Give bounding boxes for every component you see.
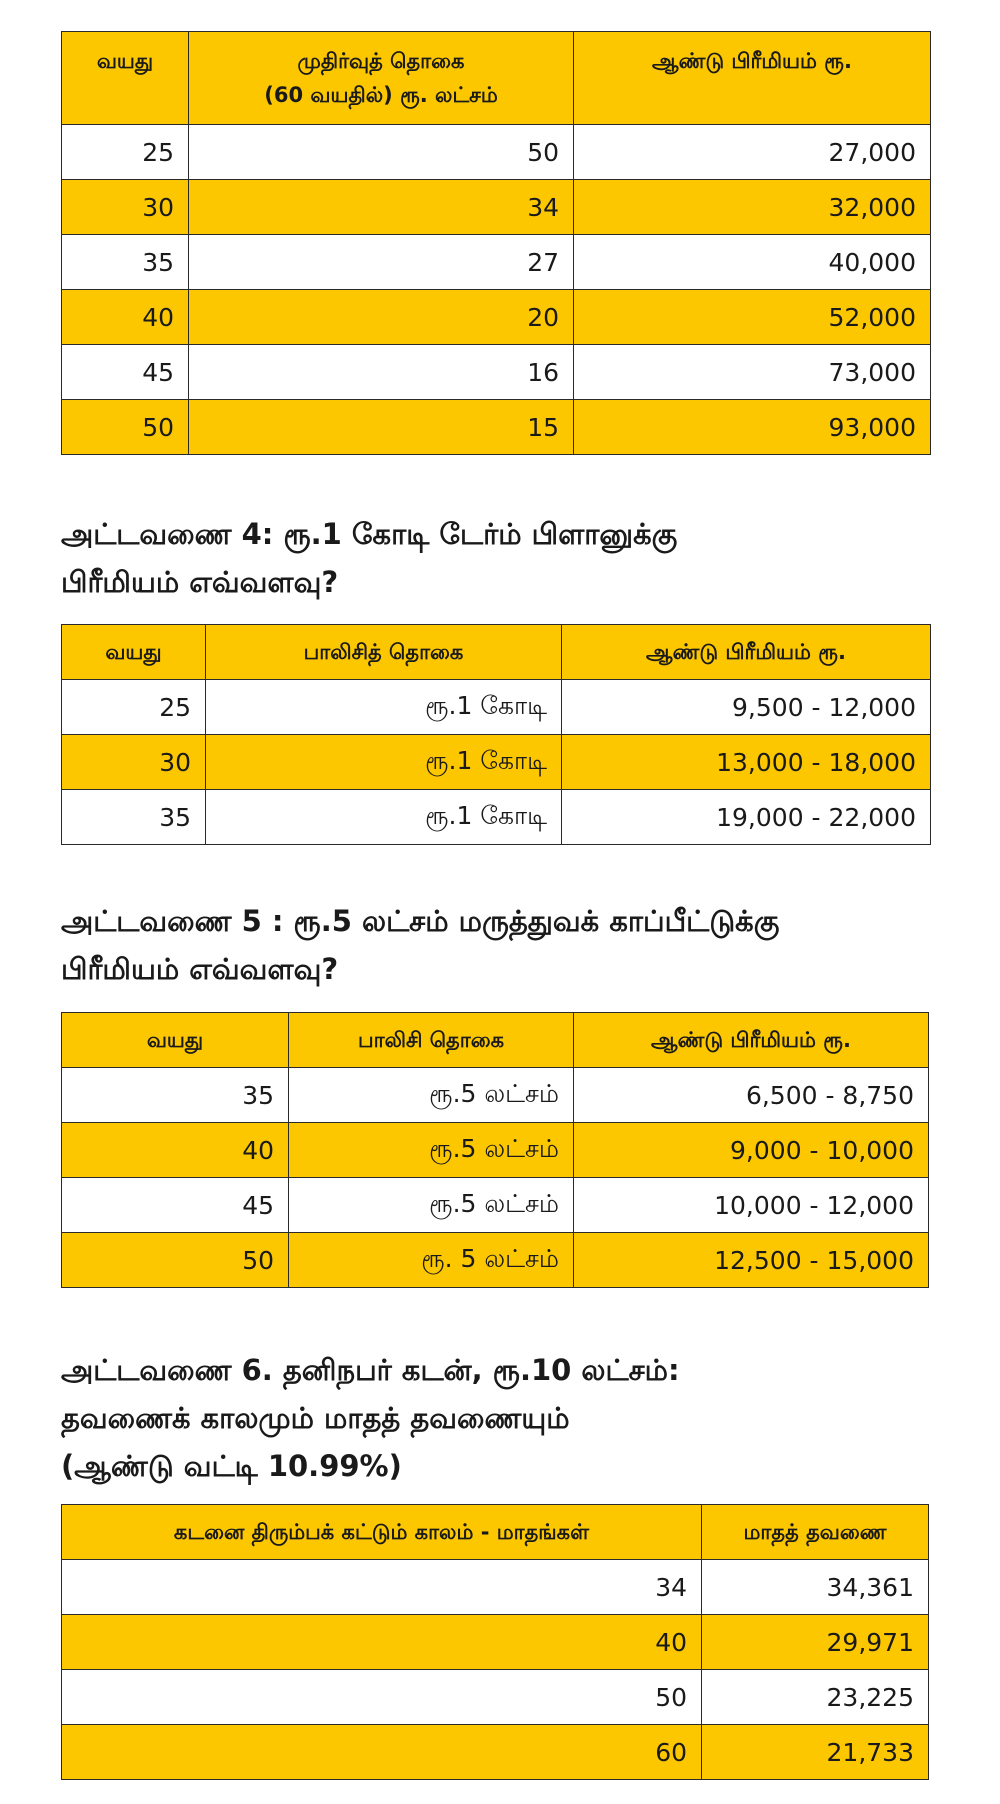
table-4-title — [61, 510, 677, 606]
header-maturity-line1: முதிர்வுத் தொகை — [297, 49, 465, 73]
cell-months: 60 — [62, 1725, 702, 1780]
header-annual-premium: ஆண்டு பிரீமியம் ரூ. — [574, 32, 931, 125]
header-policy-amount: பாலிசி தொகை — [289, 1013, 574, 1068]
header-maturity-amount — [189, 32, 574, 125]
table-row — [62, 1560, 929, 1615]
table-row — [62, 1670, 929, 1725]
table-row — [62, 735, 931, 790]
table-row — [62, 400, 931, 455]
table-6 — [61, 1504, 929, 1780]
cell-maturity: 34 — [189, 180, 574, 235]
cell-maturity: 15 — [189, 400, 574, 455]
cell-policy: ரூ.1 கோடி — [206, 680, 562, 735]
cell-maturity: 50 — [189, 125, 574, 180]
table-row — [62, 1233, 929, 1288]
cell-maturity: 16 — [189, 345, 574, 400]
table-row — [62, 790, 931, 845]
cell-maturity: 20 — [189, 290, 574, 345]
cell-age: 50 — [62, 1233, 289, 1288]
header-maturity-line2: (60 வயதில்) ரூ. லட்சம் — [264, 83, 498, 107]
table-6-title-line3: (ஆண்டு வட்டி 10.99%) — [61, 1449, 402, 1483]
cell-maturity: 27 — [189, 235, 574, 290]
cell-age: 25 — [62, 125, 189, 180]
table-5 — [61, 1012, 929, 1288]
cell-age: 30 — [62, 180, 189, 235]
cell-emi: 29,971 — [702, 1615, 929, 1670]
table-row — [62, 1068, 929, 1123]
cell-premium: 93,000 — [574, 400, 931, 455]
cell-age: 35 — [62, 1068, 289, 1123]
cell-premium: 9,000 - 10,000 — [574, 1123, 929, 1178]
header-repayment-period: கடனை திரும்பக் கட்டும் காலம் - மாதங்கள் — [62, 1505, 702, 1560]
table-header-row — [62, 32, 931, 125]
table-4 — [61, 624, 931, 845]
table-row — [62, 290, 931, 345]
header-age: வயது — [62, 625, 206, 680]
table-row — [62, 1123, 929, 1178]
cell-age: 45 — [62, 1178, 289, 1233]
cell-premium: 9,500 - 12,000 — [562, 680, 931, 735]
cell-emi: 23,225 — [702, 1670, 929, 1725]
cell-premium: 10,000 - 12,000 — [574, 1178, 929, 1233]
cell-months: 50 — [62, 1670, 702, 1725]
table-5-title-line2: பிரீமியம் எவ்வளவு? — [61, 952, 339, 986]
table-5-title — [61, 897, 779, 993]
cell-premium: 13,000 - 18,000 — [562, 735, 931, 790]
table-4-title-line2: பிரீமியம் எவ்வளவு? — [61, 565, 339, 599]
cell-age: 25 — [62, 680, 206, 735]
table-row — [62, 235, 931, 290]
header-annual-premium: ஆண்டு பிரீமியம் ரூ. — [562, 625, 931, 680]
cell-months: 40 — [62, 1615, 702, 1670]
header-annual-premium: ஆண்டு பிரீமியம் ரூ. — [574, 1013, 929, 1068]
cell-age: 35 — [62, 235, 189, 290]
cell-policy: ரூ.1 கோடி — [206, 790, 562, 845]
table-row — [62, 1615, 929, 1670]
table-row — [62, 180, 931, 235]
table-row — [62, 345, 931, 400]
cell-premium: 32,000 — [574, 180, 931, 235]
cell-premium: 27,000 — [574, 125, 931, 180]
table-row — [62, 1178, 929, 1233]
header-monthly-emi: மாதத் தவணை — [702, 1505, 929, 1560]
table-header-row — [62, 1505, 929, 1560]
cell-premium: 12,500 - 15,000 — [574, 1233, 929, 1288]
table-4-title-line1: அட்டவணை 4: ரூ.1 கோடி டேர்ம் பிளானுக்கு — [61, 517, 678, 551]
header-age: வயது — [62, 32, 189, 125]
header-age: வயது — [62, 1013, 289, 1068]
cell-policy: ரூ.1 கோடி — [206, 735, 562, 790]
cell-age: 45 — [62, 345, 189, 400]
table-header-row — [62, 1013, 929, 1068]
table-6-title — [61, 1346, 680, 1490]
cell-emi: 21,733 — [702, 1725, 929, 1780]
cell-age: 30 — [62, 735, 206, 790]
cell-age: 35 — [62, 790, 206, 845]
table-row — [62, 125, 931, 180]
cell-premium: 40,000 — [574, 235, 931, 290]
table-row — [62, 1725, 929, 1780]
cell-age: 40 — [62, 290, 189, 345]
table-5-title-line1: அட்டவணை 5 : ரூ.5 லட்சம் மருத்துவக் காப்பீட்டுக்கு — [61, 904, 780, 938]
table-row — [62, 680, 931, 735]
cell-emi: 34,361 — [702, 1560, 929, 1615]
header-policy-amount: பாலிசித் தொகை — [206, 625, 562, 680]
table-6-title-line2: தவணைக் காலமும் மாதத் தவணையும் — [61, 1401, 570, 1435]
cell-premium: 6,500 - 8,750 — [574, 1068, 929, 1123]
cell-age: 50 — [62, 400, 189, 455]
cell-premium: 19,000 - 22,000 — [562, 790, 931, 845]
cell-policy: ரூ.5 லட்சம் — [289, 1123, 574, 1178]
cell-premium: 73,000 — [574, 345, 931, 400]
table-6-title-line1: அட்டவணை 6. தனிநபர் கடன், ரூ.10 லட்சம்: — [61, 1353, 680, 1387]
cell-policy: ரூ.5 லட்சம் — [289, 1178, 574, 1233]
cell-policy: ரூ.5 லட்சம் — [289, 1068, 574, 1123]
table-header-row — [62, 625, 931, 680]
cell-policy: ரூ. 5 லட்சம் — [289, 1233, 574, 1288]
cell-age: 40 — [62, 1123, 289, 1178]
cell-months: 34 — [62, 1560, 702, 1615]
cell-premium: 52,000 — [574, 290, 931, 345]
table-3 — [61, 31, 931, 455]
